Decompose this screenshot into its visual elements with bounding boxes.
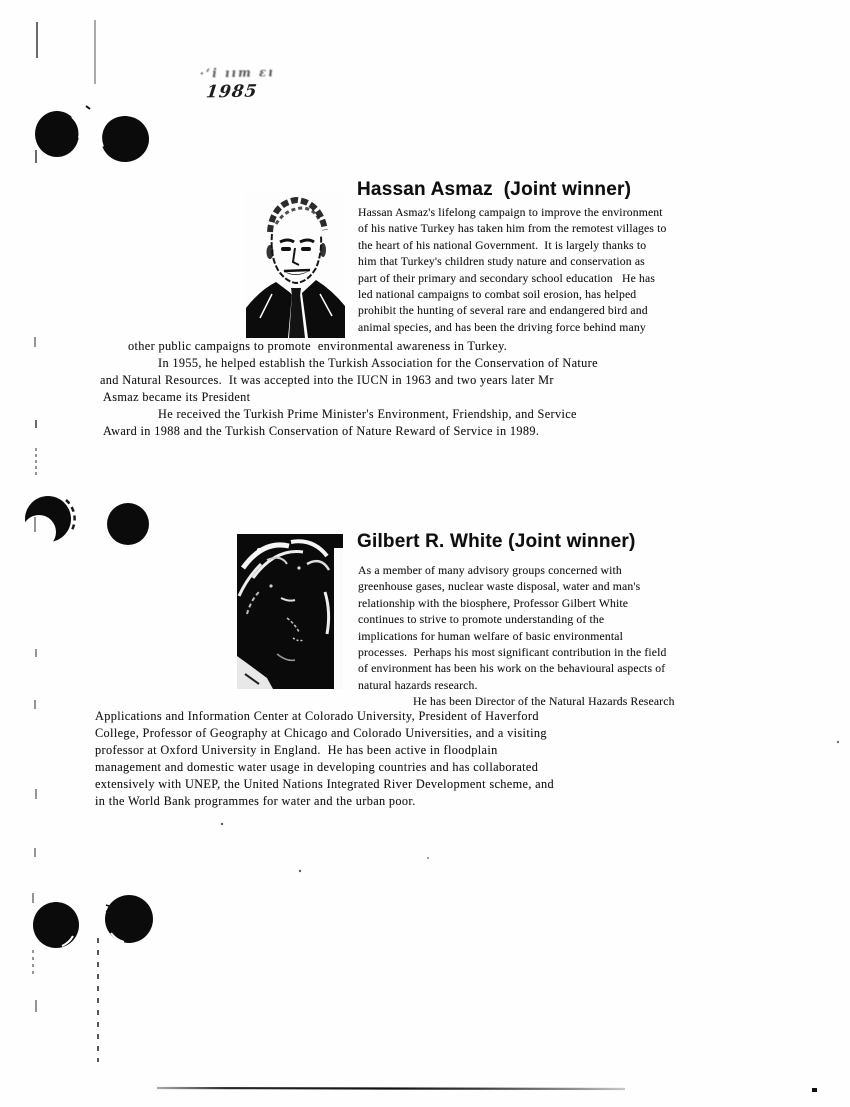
text-line: implications for human welfare of basic environmental [358,629,623,643]
portrait-gilbert-white [237,534,343,689]
text-line: other public campaigns to promote environmental awareness in Turkey. [128,339,508,353]
text-line: processes. Perhaps his most significant contribution in the field [358,646,667,660]
date-stamp [183,45,275,121]
handwritten-scribble: ·ʻi ıım ɛı [199,65,275,81]
text-line: management and domestic water usage in developing countries and has collaborated [95,760,539,774]
text-line: As a member of many advisory groups concerned with [358,564,622,577]
portrait-hassan-asmaz-image [246,190,345,338]
text-line: relationship with the biosphere, Professor Gilbert White [358,596,629,610]
text-line: him that Turkey's children study nature and conservation as [358,255,645,269]
asmaz-bio-continued [100,338,598,440]
section-heading-white: Gilbert R. White (Joint winner) [357,531,636,552]
stamp-year: 1985 [204,81,259,103]
punch-hole-top-right [100,116,149,162]
text-line: led national campaigns to combat soil erosion, has helped [358,288,637,302]
punch-hole-mid-right [107,503,149,545]
punch-hole-top-left [35,106,90,157]
text-line: natural hazards research. [358,678,478,692]
text-line: College, Professor of Geography at Chicago and Colorado Universities, and a visiting [95,726,547,740]
text-line: animal species, and has been the driving force behind many [358,320,646,334]
bottom-right-dot [812,1088,817,1092]
text-line: continues to strive to promote understanding of the [358,613,605,627]
text-line: of his native Turkey has taken him from the remotest villages to [358,222,667,236]
text-line: He has been Director of the Natural Hazards Research [413,695,675,709]
text-line: extensively with UNEP, the United Nations Integrated River Development scheme, and [95,777,554,791]
text-line: professor at Oxford University in England. He has been active in floodplain [95,743,498,757]
text-line: part of their primary and secondary school education He has [358,271,656,285]
asmaz-bio-paragraph [358,205,667,336]
text-line: of environment has been his work on the behavioural aspects of [358,662,666,676]
punch-hole-bottom-left [33,902,79,948]
text-line: greenhouse gases, nuclear waste disposal, water and man's [358,580,641,594]
text-line: prohibit the hunting of several rare and endangered bird and [358,304,648,318]
text-line: in the World Bank programmes for water and the urban poor. [95,794,416,808]
portrait-hassan-asmaz [246,190,345,338]
white-bio-continued [95,708,554,810]
portrait-gilbert-white-image [237,534,343,689]
text-line: In 1955, he helped establish the Turkish Association for the Conservation of Nature [158,356,598,370]
white-bio-paragraph [358,563,675,711]
text-line: Award in 1988 and the Turkish Conservation of Nature Reward of Service in 1989. [103,424,540,438]
bottom-rule [157,1088,625,1089]
text-line: He received the Turkish Prime Minister's Environment, Friendship, and Service [158,407,577,421]
punch-hole-mid-left-crescent [22,496,75,549]
text-line: Hassan Asmaz's lifelong campaign to improve the environment [358,206,663,219]
text-line: and Natural Resources. It was accepted into the IUCN in 1963 and two years later Mr [100,373,554,387]
margin-tick-marks [33,20,98,1062]
text-line: the heart of his national Government. It is largely thanks to [358,238,647,252]
section-heading-asmaz: Hassan Asmaz (Joint winner) [357,179,632,200]
punch-hole-bottom-right [105,895,153,943]
text-line: Applications and Information Center at Colorado University, President of Haverford [95,709,539,723]
text-line: Asmaz became its President [103,390,251,404]
